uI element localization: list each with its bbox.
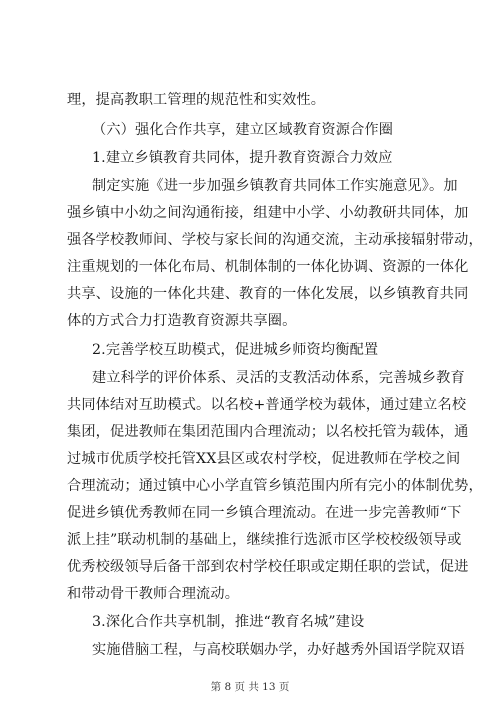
text-line: 共同体结对互助模式。以名校+普通学校为载体，通过建立名校 bbox=[67, 397, 467, 413]
text-line: 理，提高教职工管理的规范性和实效性。 bbox=[67, 92, 326, 108]
text-line: 体的方式合力打造教育资源共享圈。 bbox=[67, 313, 297, 329]
text-line: 强各学校教师间、学校与家长间的沟通交流，主动承接辐射带动， bbox=[67, 232, 483, 248]
subsection-heading: 2.完善学校互助模式，促进城乡师资均衡配置 bbox=[92, 342, 379, 358]
text-line: 促进乡镇优秀教师在同一乡镇合理流动。在进一步完善教师“下 bbox=[67, 505, 462, 521]
section-heading: （六）强化合作共享，建立区域教育资源合作圈 bbox=[92, 122, 394, 138]
text-line: 制定实施《进一步加强乡镇教育共同体工作实施意见》。加 bbox=[92, 178, 458, 194]
text-line: 建立科学的评价体系、灵活的支教活动体系，完善城乡教育 bbox=[92, 370, 465, 386]
subsection-heading: 1.建立乡镇教育共同体，提升教育资源合力效应 bbox=[92, 150, 393, 166]
page-number-footer: 第 8 页 共 13 页 bbox=[210, 681, 290, 693]
text-line: 过城市优质学校托管XX县区或农村学校，促进教师在学校之间 bbox=[67, 451, 461, 467]
text-line: 强乡镇中小幼之间沟通衔接，组建中小学、小幼教研共同体，加 bbox=[67, 205, 469, 221]
text-line: 注重规划的一体化布局、机制体制的一体化协调、资源的一体化 bbox=[67, 259, 469, 275]
text-line: 和带动骨干教师合理流动。 bbox=[67, 586, 240, 602]
text-line: 实施借脑工程，与高校联姻办学，办好越秀外国语学院双语 bbox=[92, 642, 465, 658]
subsection-heading: 3.深化合作共享机制，推进“教育名城”建设 bbox=[92, 614, 365, 630]
text-line: 共享、设施的一体化共建、教育的一体化发展，以乡镇教育共同 bbox=[67, 286, 469, 302]
text-line: 合理流动；通过镇中心小学直管乡镇范围内所有完小的体制优势， bbox=[67, 478, 483, 494]
text-line: 集团，促进教师在集团范围内合理流动；以名校托管为载体，通 bbox=[67, 424, 469, 440]
text-line: 优秀校级领导后备干部到农村学校任职或定期任职的尝试，促进 bbox=[67, 559, 469, 575]
text-line: 派上挂”联动机制的基础上，继续推行选派市区学校校级领导或 bbox=[67, 532, 462, 548]
